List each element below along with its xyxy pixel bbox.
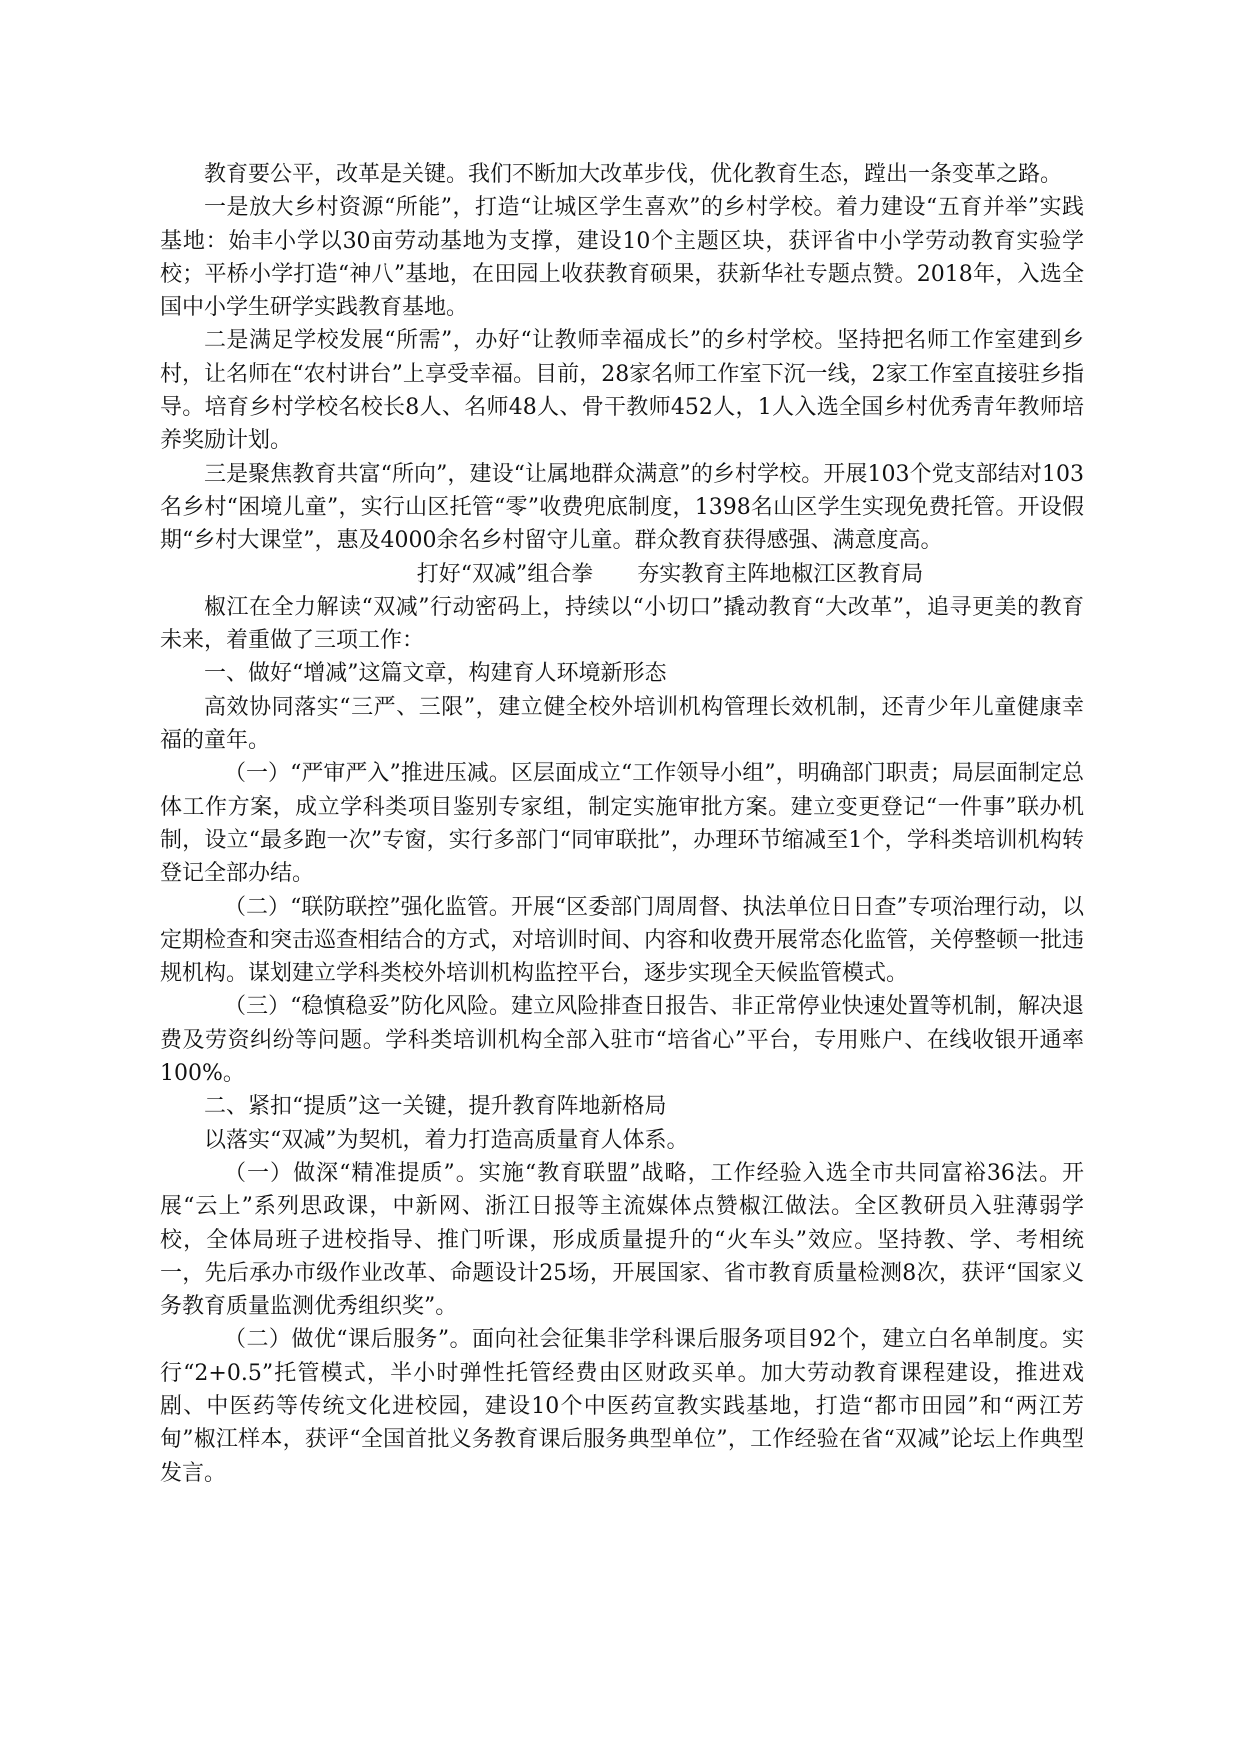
paragraph-part-one-item-3: （三）“稳慎稳妥”防化风险。建立风险排查日报告、非正常停业快速处置等机制，解决退费及劳资纠纷等问题。学科类培训机构全部入驻市“培省心”平台，专用账户、在线收银开通率100%。: [160, 994, 1084, 1087]
paragraph-section-intro: 椒江在全力解读“双减”行动密码上，持续以“小切口”撬动教育“大改革”，追寻更美的教育未来，着重做了三项工作：: [160, 594, 1084, 654]
paragraph-part-one-intro: 高效协同落实“三严、三限”，建立健全校外培训机构管理长效机制，还青少年儿童健康幸福的童年。: [160, 694, 1084, 754]
document-body: [160, 158, 1084, 1490]
heading-part-two: 二、紧扣“提质”这一关键，提升教育阵地新格局: [204, 1094, 667, 1120]
paragraph-part-two-intro: 以落实“双减”为契机，着力打造高质量育人体系。: [204, 1127, 689, 1153]
paragraph-part-two-item-1: （一）做深“精准提质”。实施“教育联盟”战略，工作经验入选全市共同富裕36法。开展“云上”系列思政课，中新网、浙江日报等主流媒体点赞椒江做法。全区教研员入驻薄弱学校，全体局班子进校指导、推门听课，形成质量提升的“火车头”效应。坚持教、学、考相统一，先后承办市级作业改革、命题设计25场，开展国家、省市教育质量检测8次，获评“国家义务教育质量监测优秀组织奖”。: [160, 1160, 1084, 1320]
paragraph-part-one-item-1: （一）“严审严入”推进压减。区层面成立“工作领导小组”，明确部门职责；局层面制定总体工作方案，成立学科类项目鉴别专家组，制定实施审批方案。建立变更登记“一件事”联办机制，设立“最多跑一次”专窗，实行多部门“同审联批”，办理环节缩减至1个，学科类培训机构转登记全部办结。: [160, 761, 1084, 887]
paragraph-point-one: 一是放大乡村资源“所能”，打造“让城区学生喜欢”的乡村学校。着力建设“五育并举”实践基地：始丰小学以30亩劳动基地为支撑，建设10个主题区块，获评省中小学劳动教育实验学校；平桥小学打造“神八”基地，在田园上收获教育硕果，获新华社专题点赞。2018年，入选全国中小学生研学实践教育基地。: [160, 195, 1084, 321]
heading-part-one: 一、做好“增减”这篇文章，构建育人环境新形态: [204, 661, 667, 687]
paragraph-point-two: 二是满足学校发展“所需”，办好“让教师幸福成长”的乡村学校。坚持把名师工作室建到乡村，让名师在“农村讲台”上享受幸福。目前，28家名师工作室下沉一线，2家工作室直接驻乡指导。培育乡村学校名校长8人、名师48人、骨干教师452人，1人入选全国乡村优秀青年教师培养奖励计划。: [160, 328, 1084, 454]
paragraph-intro: 教育要公平，改革是关键。我们不断加大改革步伐，优化教育生态，蹚出一条变革之路。: [204, 162, 1063, 187]
paragraph-part-two-item-2: （二）做优“课后服务”。面向社会征集非学科课后服务项目92个，建立白名单制度。实行“2+0.5”托管模式，半小时弹性托管经费由区财政买单。加大劳动教育课程建设，推进戏剧、中医药等传统文化进校园，建设10个中医药宣教实践基地，打造“都市田园”和“两江芳甸”椒江样本，获评“全国首批义务教育课后服务典型单位”，工作经验在省“双减”论坛上作典型发言。: [160, 1327, 1084, 1486]
paragraph-point-three: 三是聚焦教育共富“所向”，建设“让属地群众满意”的乡村学校。开展103个党支部结对103名乡村“困境儿童”，实行山区托管“零”收费兜底制度，1398名山区学生实现免费托管。开设假期“乡村大课堂”，惠及4000余名乡村留守儿童。群众教育获得感强、满意度高。: [160, 461, 1084, 554]
section-title: 打好“双减”组合拳 夯实教育主阵地椒江区教育局: [416, 561, 924, 587]
paragraph-part-one-item-2: （二）“联防联控”强化监管。开展“区委部门周周督、执法单位日日查”专项治理行动，以定期检查和突击巡查相结合的方式，对培训时间、内容和收费开展常态化监管，关停整顿一批违规机构。谋划建立学科类校外培训机构监控平台，逐步实现全天候监管模式。: [160, 894, 1085, 987]
